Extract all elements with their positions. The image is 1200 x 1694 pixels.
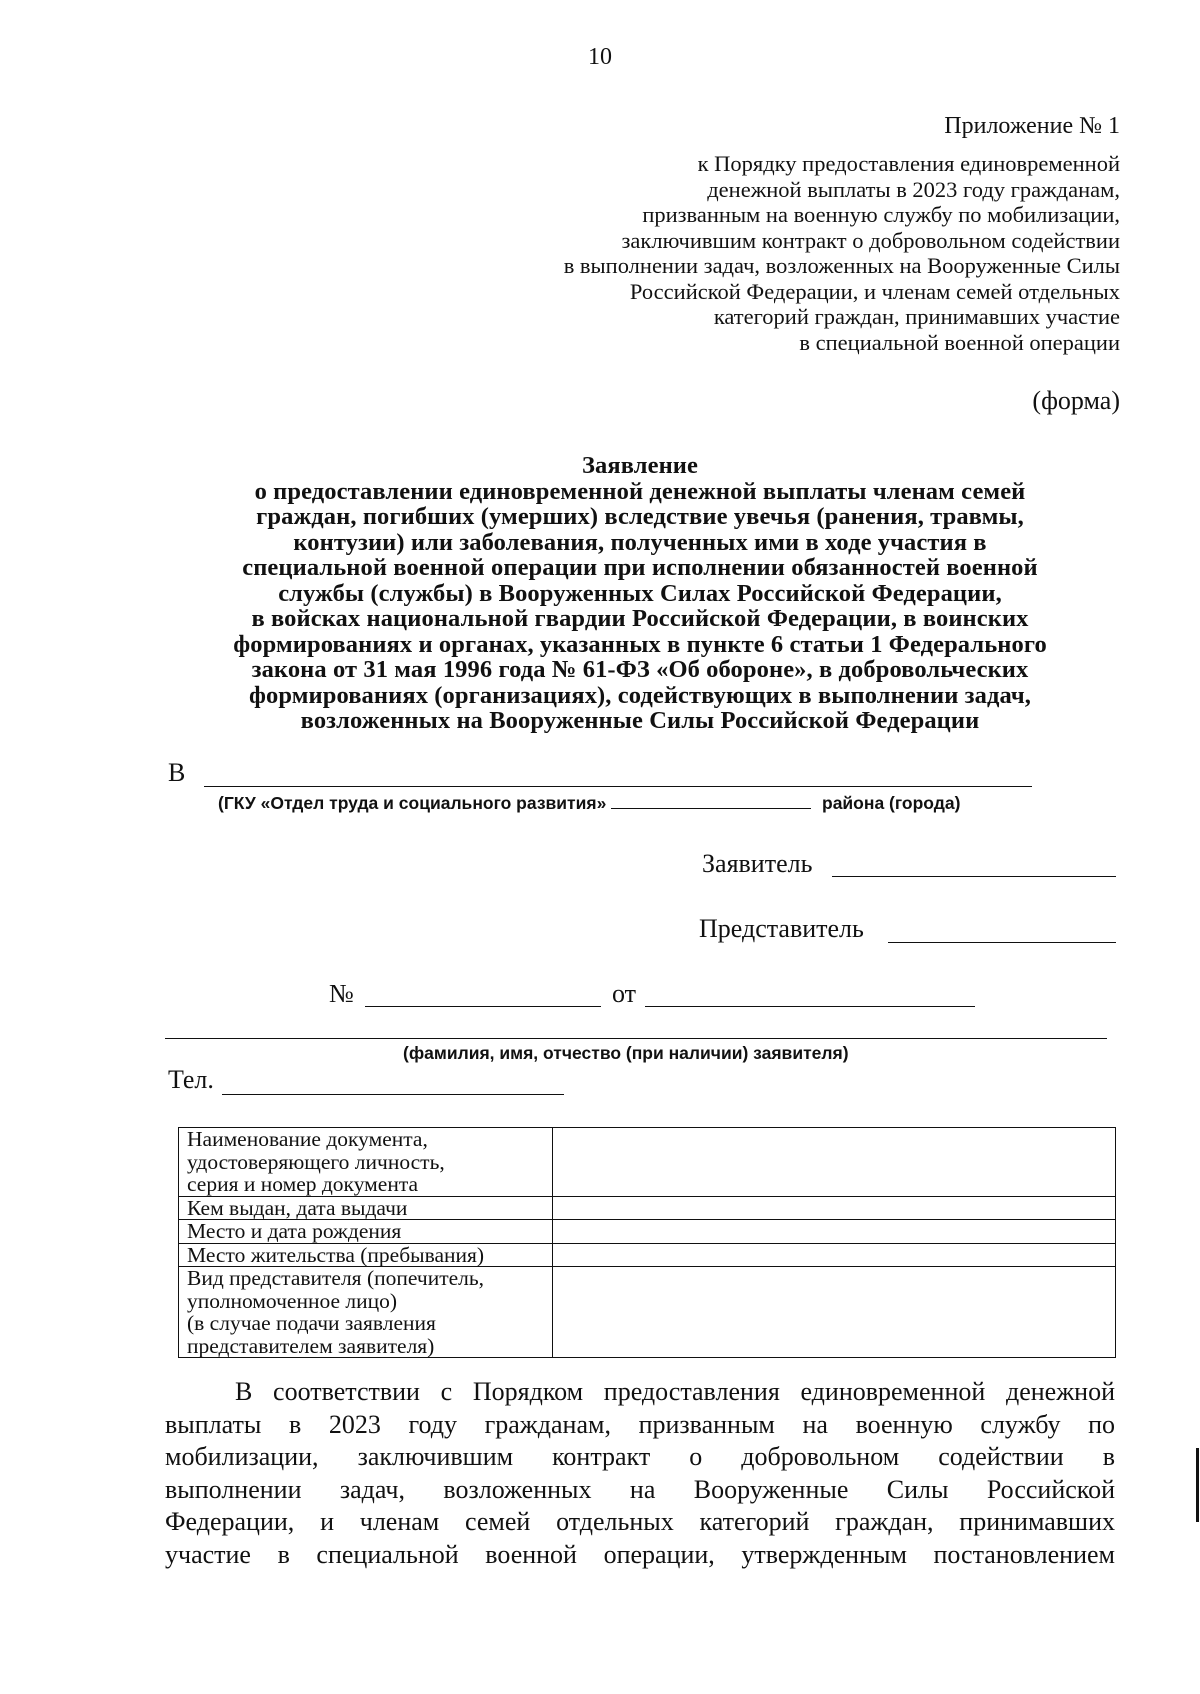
table-cell-label (179, 1128, 553, 1197)
cell-text: Вид представителя (попечитель, (187, 1266, 485, 1290)
heading-line: формированиях (организациях), содействующих в выполнении задач, (249, 681, 1031, 709)
table-row (179, 1128, 1116, 1197)
table-cell-value[interactable] (553, 1267, 1116, 1358)
body-line: выплаты в 2023 году гражданам, призванным на военную службу по (165, 1409, 1115, 1439)
addressee-caption-left: (ГКУ «Отдел труда и социального развития» (218, 793, 607, 813)
cell-text: Место жительства (пребывания) (187, 1242, 485, 1267)
cell-text: Кем выдан, дата выдачи (187, 1195, 408, 1220)
cell-text: (в случае подачи заявления (187, 1311, 436, 1335)
phone-field[interactable] (222, 1094, 564, 1095)
heading-line: граждан, погибших (умерших) вследствие увечья (ранения, травмы, (256, 503, 1024, 530)
appendix-line: в выполнении задач, возложенных на Вооруженные Силы (563, 253, 1120, 278)
applicant-details-table (178, 1127, 1116, 1358)
date-field[interactable] (645, 1006, 975, 1007)
heading-line: формированиях и органах, указанных в пункте 6 статьи 1 Федерального (233, 630, 1047, 658)
appendix-line: заключившим контракт о добровольном содействии (621, 227, 1120, 253)
table-cell-value[interactable] (553, 1243, 1116, 1267)
table-row (179, 1267, 1116, 1358)
table-cell-value[interactable] (553, 1220, 1116, 1244)
table-row (179, 1196, 1116, 1220)
document-heading (150, 453, 1130, 734)
heading-title: Заявление (582, 452, 698, 479)
cell-text: удостоверяющего личность, (187, 1149, 445, 1174)
cell-text: Наименование документа, (187, 1127, 428, 1151)
page-number: 10 (588, 44, 612, 70)
cell-text: представителем заявителя) (187, 1333, 435, 1358)
appendix-line: в специальной военной операции (799, 329, 1120, 355)
heading-line: службы (службы) в Вооруженных Силах Российской Федерации, (278, 579, 1002, 607)
heading-line: возложенных на Вооруженные Силы Российской Федерации (300, 707, 980, 734)
body-line: В соответствии с Порядком предоставления единовременной денежной (235, 1377, 1115, 1406)
heading-line: закона от 31 мая 1996 года № 61-ФЗ «Об обороне», в добровольческих (251, 656, 1029, 683)
table-cell-value[interactable] (553, 1196, 1116, 1220)
heading-line: контузии) или заболевания, полученных ими в ходе участия в (293, 528, 987, 556)
representative-field[interactable] (888, 942, 1116, 943)
date-label: от (612, 979, 637, 1008)
body-line: мобилизации, заключившим контракт о добровольном содействии в (165, 1442, 1115, 1471)
addressee-field[interactable] (204, 786, 1032, 787)
body-line: выполнении задач, возложенных на Вооруженные Силы Российской (165, 1474, 1115, 1504)
table-row (179, 1220, 1116, 1244)
appendix-line: к Порядку предоставления единовременной (697, 151, 1120, 176)
table-cell-label (179, 1220, 553, 1244)
appendix-line: Российской Федерации, и членам семей отдельных (629, 278, 1120, 304)
addressee-caption-right: района (города) (822, 793, 961, 813)
appendix-line: денежной выплаты в 2023 году гражданам, (707, 176, 1120, 202)
applicant-field[interactable] (832, 876, 1116, 877)
fio-field[interactable] (165, 1038, 1107, 1039)
heading-line: о предоставлении единовременной денежной выплаты членам семей (254, 477, 1026, 505)
body-line: Федерации, и членам семей отдельных категорий граждан, принимавших (165, 1507, 1115, 1536)
table-cell-label (179, 1196, 553, 1220)
heading-line: в войсках национальной гвардии Российской Федерации, в воинских (251, 605, 1029, 632)
applicant-label: Заявитель (702, 849, 813, 878)
heading-line: специальной военной операции при исполнении обязанностей военной (242, 554, 1038, 581)
form-label: (форма) (1032, 386, 1120, 415)
appendix-line: категорий граждан, принимавших участие (713, 304, 1120, 329)
body-line: участие в специальной военной операции, утвержденным постановлением (165, 1539, 1115, 1569)
table-row (179, 1243, 1116, 1267)
representative-label: Представитель (699, 914, 864, 943)
table-cell-label (179, 1267, 553, 1358)
cell-text: серия и номер документа (187, 1172, 419, 1196)
number-field[interactable] (365, 1006, 601, 1007)
appendix-description (564, 151, 1120, 355)
appendix-line: призванным на военную службу по мобилизации, (642, 202, 1120, 227)
table-cell-value[interactable] (553, 1128, 1116, 1197)
table-cell-label (179, 1243, 553, 1267)
number-label: № (329, 979, 354, 1008)
addressee-prefix: В (168, 758, 186, 787)
body-paragraph (165, 1376, 1115, 1571)
margin-mark (1196, 1448, 1199, 1522)
district-field[interactable] (611, 808, 811, 809)
appendix-title: Приложение № 1 (944, 113, 1120, 139)
cell-text: Место и дата рождения (187, 1219, 402, 1243)
fio-caption: (фамилия, имя, отчество (при наличии) заявителя) (403, 1043, 849, 1063)
phone-label: Тел. (168, 1065, 214, 1094)
cell-text: уполномоченное лицо) (187, 1288, 398, 1313)
